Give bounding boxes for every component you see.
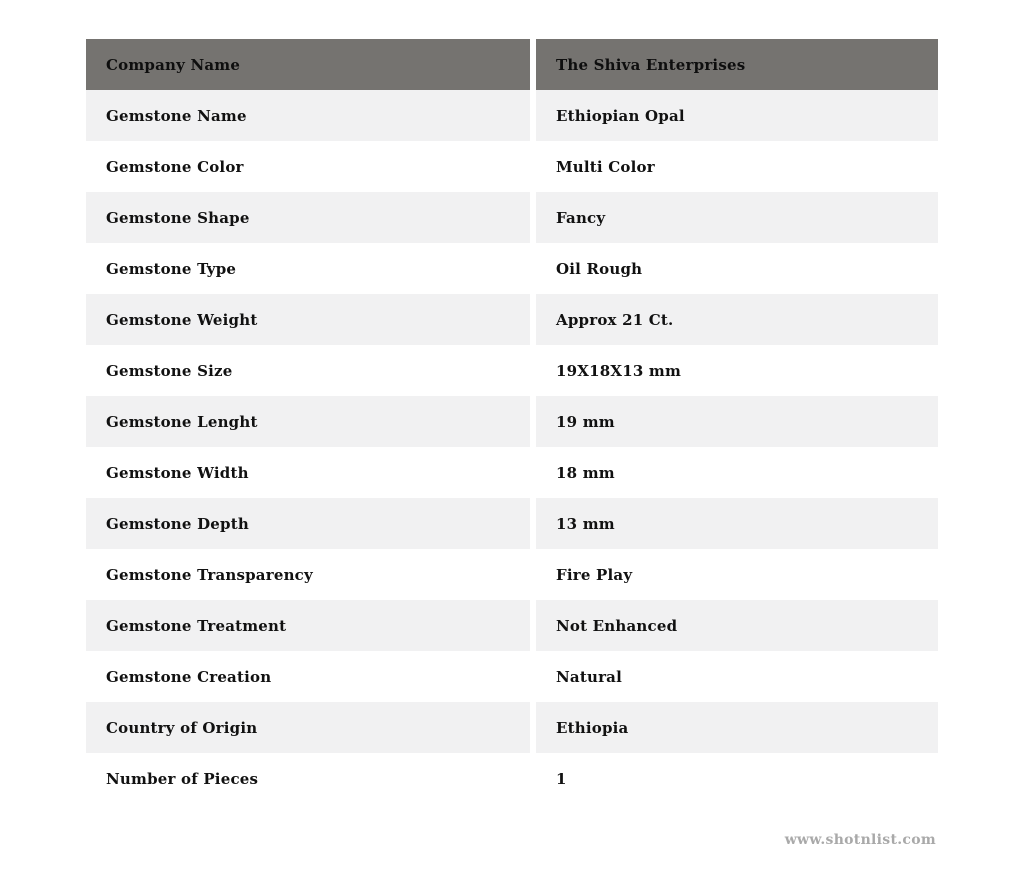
table-row: [86, 345, 938, 396]
table-row: [86, 702, 938, 753]
row-value: 13 mm: [536, 498, 938, 549]
table-row: [86, 753, 938, 804]
row-label: Gemstone Size: [86, 345, 530, 396]
row-value: Ethiopia: [536, 702, 938, 753]
row-label: Number of Pieces: [86, 753, 530, 804]
row-label: Gemstone Weight: [86, 294, 530, 345]
row-value: Ethiopian Opal: [536, 90, 938, 141]
row-label: Gemstone Creation: [86, 651, 530, 702]
row-label: Gemstone Color: [86, 141, 530, 192]
table-row: [86, 447, 938, 498]
header-value: The Shiva Enterprises: [536, 39, 938, 90]
table-row: [86, 243, 938, 294]
table-header-row: [86, 39, 938, 90]
table-row: [86, 141, 938, 192]
row-label: Gemstone Name: [86, 90, 530, 141]
table-row: [86, 651, 938, 702]
row-value: 19 mm: [536, 396, 938, 447]
row-label: Gemstone Shape: [86, 192, 530, 243]
row-label: Gemstone Type: [86, 243, 530, 294]
table-row: [86, 192, 938, 243]
table-row: [86, 549, 938, 600]
row-label: Gemstone Lenght: [86, 396, 530, 447]
watermark-text: www.shotnlist.com: [784, 832, 936, 848]
row-value: 19X18X13 mm: [536, 345, 938, 396]
row-label: Gemstone Depth: [86, 498, 530, 549]
row-value: Natural: [536, 651, 938, 702]
table-row: [86, 90, 938, 141]
header-label: Company Name: [86, 39, 530, 90]
row-label: Gemstone Treatment: [86, 600, 530, 651]
table-row: [86, 600, 938, 651]
row-value: Not Enhanced: [536, 600, 938, 651]
row-value: Fancy: [536, 192, 938, 243]
gemstone-spec-table: [86, 39, 938, 804]
row-value: Fire Play: [536, 549, 938, 600]
row-value: Approx 21 Ct.: [536, 294, 938, 345]
row-value: 18 mm: [536, 447, 938, 498]
row-label: Gemstone Transparency: [86, 549, 530, 600]
table-row: [86, 294, 938, 345]
row-label: Gemstone Width: [86, 447, 530, 498]
row-label: Country of Origin: [86, 702, 530, 753]
table-row: [86, 396, 938, 447]
row-value: Multi Color: [536, 141, 938, 192]
row-value: 1: [536, 753, 938, 804]
table-row: [86, 498, 938, 549]
row-value: Oil Rough: [536, 243, 938, 294]
